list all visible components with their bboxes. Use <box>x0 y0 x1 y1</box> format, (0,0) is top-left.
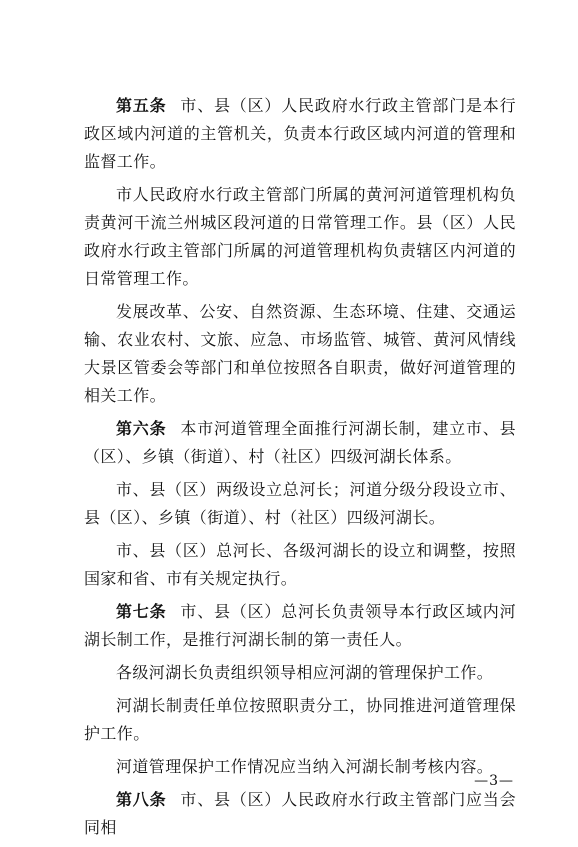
paragraph-article-8 <box>84 786 516 842</box>
paragraph <box>84 692 516 748</box>
paragraph <box>84 298 516 410</box>
paragraph <box>84 476 516 532</box>
paragraph <box>84 659 516 687</box>
paragraph <box>84 181 516 293</box>
paragraph-article-6 <box>84 415 516 471</box>
paragraph <box>84 537 516 593</box>
paragraph-text: 各级河湖长负责组织领导相应河湖的管理保护工作。 <box>116 663 494 682</box>
article-heading: 第八条 <box>116 790 167 809</box>
paragraph-text: 河道管理保护工作情况应当纳入河湖长制考核内容。 <box>116 757 494 776</box>
paragraph-text: 本市河道管理全面推行河湖长制，建立市、县（区）、乡镇（街道）、村（社区）四级河湖长体系。 <box>84 419 516 466</box>
article-heading: 第七条 <box>116 602 167 621</box>
document-body <box>84 92 516 847</box>
paragraph-text: 市人民政府水行政主管部门所属的黄河河道管理机构负责黄河干流兰州城区段河道的日常管理工作。县（区）人民政府水行政主管部门所属的河道管理机构负责辖区内河道的日常管理工作。 <box>84 185 516 288</box>
paragraph <box>84 753 516 781</box>
paragraph-text: 市、县（区）总河长、各级河湖长的设立和调整，按照国家和省、市有关规定执行。 <box>84 541 516 588</box>
paragraph-text: 市、县（区）人民政府水行政主管部门是本行政区域内河道的主管机关，负责本行政区域内河道的管理和监督工作。 <box>84 96 516 171</box>
paragraph-text: 河湖长制责任单位按照职责分工，协同推进河道管理保护工作。 <box>84 696 516 743</box>
paragraph-article-5 <box>84 92 516 176</box>
article-heading: 第五条 <box>116 96 167 115</box>
article-heading: 第六条 <box>116 419 167 438</box>
paragraph-text: 市、县（区）人民政府水行政主管部门应当会同相 <box>84 790 516 837</box>
paragraph-text: 市、县（区）两级设立总河长；河道分级分段设立市、县（区）、乡镇（街道）、村（社区）四级河湖长。 <box>84 480 516 527</box>
page-number: —3— <box>474 773 514 789</box>
paragraph-text: 市、县（区）总河长负责领导本行政区域内河湖长制工作，是推行河湖长制的第一责任人。 <box>84 602 516 649</box>
paragraph-text: 发展改革、公安、自然资源、生态环境、住建、交通运输、农业农村、文旅、应急、市场监管、城管、黄河风情线大景区管委会等部门和单位按照各自职责，做好河道管理的相关工作。 <box>84 302 516 405</box>
paragraph-article-7 <box>84 598 516 654</box>
